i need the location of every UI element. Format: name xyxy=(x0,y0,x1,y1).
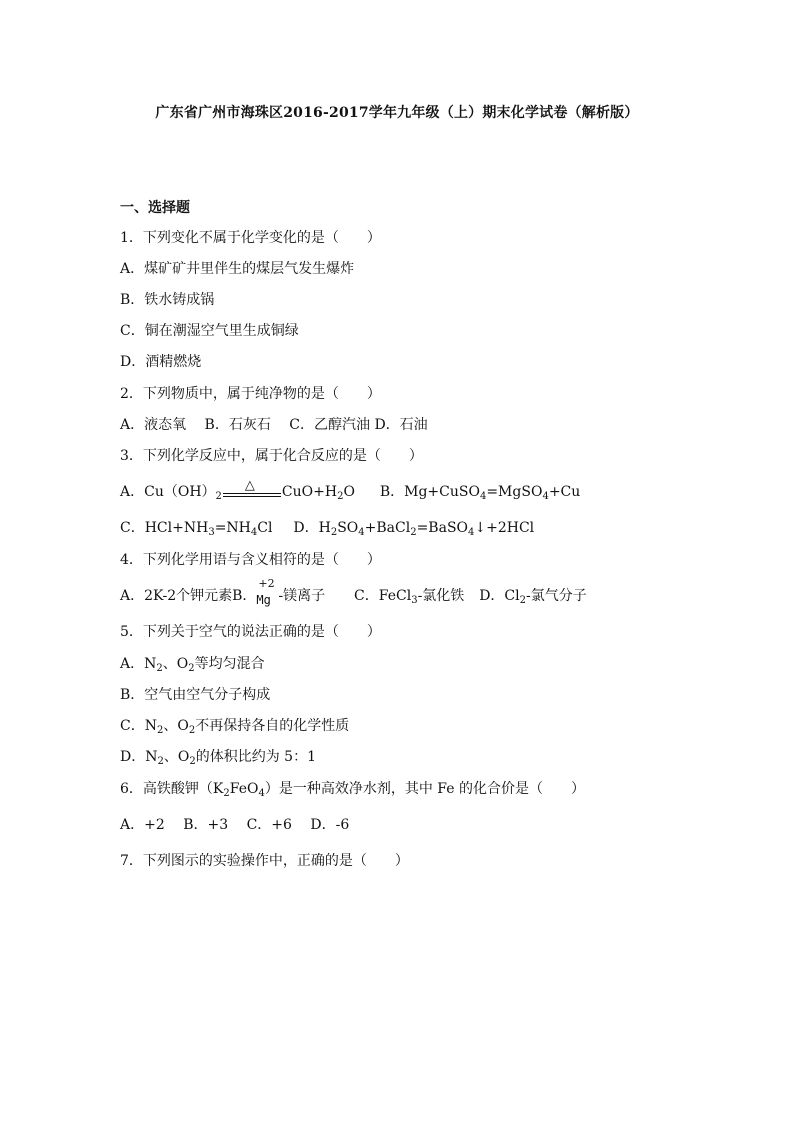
page-title: 广东省广州市海珠区2016-2017学年九年级（上）期末化学试卷（解析版） xyxy=(155,105,639,121)
q4-option-b-label: B． xyxy=(232,588,257,604)
question-1-option-b: B．铁水铸成锅 xyxy=(120,292,215,308)
question-3-options-cd: C．$HCl+NH_3=NH_4Cl$ D．$H_2SO_4+BaCl_2=BaSO_4↓+2HCl$ xyxy=(120,520,535,538)
question-1-option-a: A．煤矿矿井里伴生的煤层气发生爆炸 xyxy=(120,261,355,277)
q3-option-a-left: A．Cu（OH） xyxy=(120,484,216,500)
question-5-stem: 5．下列关于空气的说法正确的是（ ） xyxy=(120,624,381,640)
question-4-stem: 4．下列化学用语与含义相符的是（ ） xyxy=(120,552,381,568)
q3-option-d: D．H xyxy=(293,520,331,536)
question-2-stem: 2．下列物质中，属于纯净物的是（ ） xyxy=(120,386,381,402)
q3-option-c: C．HCl+NH xyxy=(120,520,209,536)
q4-option-d: D．Cl xyxy=(479,588,520,604)
q4-option-b-meaning: -镁离子 xyxy=(278,588,326,604)
question-5-option-c: C．$N_2$、$O_2$不再保持各自的化学性质 xyxy=(120,718,350,736)
question-1-option-d: D．酒精燃烧 xyxy=(120,354,202,370)
q3-option-b: B．Mg+CuSO xyxy=(379,484,480,500)
question-1-option-c: C．铜在潮湿空气里生成铜绿 xyxy=(120,323,299,339)
question-3-stem: 3．下列化学反应中，属于化合反应的是（ ） xyxy=(120,448,423,464)
question-5-option-a: A．$N_2$、$O_2$等均匀混合 xyxy=(120,656,265,674)
valence-notation xyxy=(256,577,278,607)
question-7-stem: 7．下列图示的实验操作中，正确的是（ ） xyxy=(120,853,409,869)
q4-option-a: A．2K-2个钾元素 xyxy=(120,588,233,604)
question-6-stem: 6．高铁酸钾$(K_2FeO_4)$是一种高效净水剂，其中 Fe 的化合价是（ ） xyxy=(120,781,585,799)
heat-condition-symbol: △ xyxy=(244,478,255,493)
question-3-options-ab: A．$Cu(OH)_2$ △ $CuO+H_2O$ B．Mg+CuSO$_4$=MgSO$_4$+Cu xyxy=(120,478,581,502)
question-5-option-b: B．空气由空气分子构成 xyxy=(120,687,271,703)
question-6-options: A．+2 B．+3 C．+6 D．-6 xyxy=(120,817,350,833)
question-2-options: A．液态氧 B．石灰石 C．乙醇汽油 D．石油 xyxy=(120,417,428,433)
q4-option-c: C．FeCl xyxy=(354,588,412,604)
reaction-arrow xyxy=(223,478,281,502)
element-symbol: Mg xyxy=(256,593,271,607)
question-1-stem: 1．下列变化不属于化学变化的是（ ） xyxy=(120,230,381,246)
valence-value: +2 xyxy=(258,577,275,590)
q3-option-a-right: CuO+H xyxy=(281,484,338,500)
q3-option-a-sub: 2 xyxy=(215,491,222,502)
section-heading: 一、选择题 xyxy=(120,200,190,216)
question-4-options: A．2K-2个钾元素B． +2 Mg -镁离子 C．FeCl$_3$-氯化铁 D．$Cl_2-$氯气分子 xyxy=(120,586,587,611)
question-5-option-d: D．$N_2$、$O_2$的体积比约为 5：1 xyxy=(120,749,316,767)
